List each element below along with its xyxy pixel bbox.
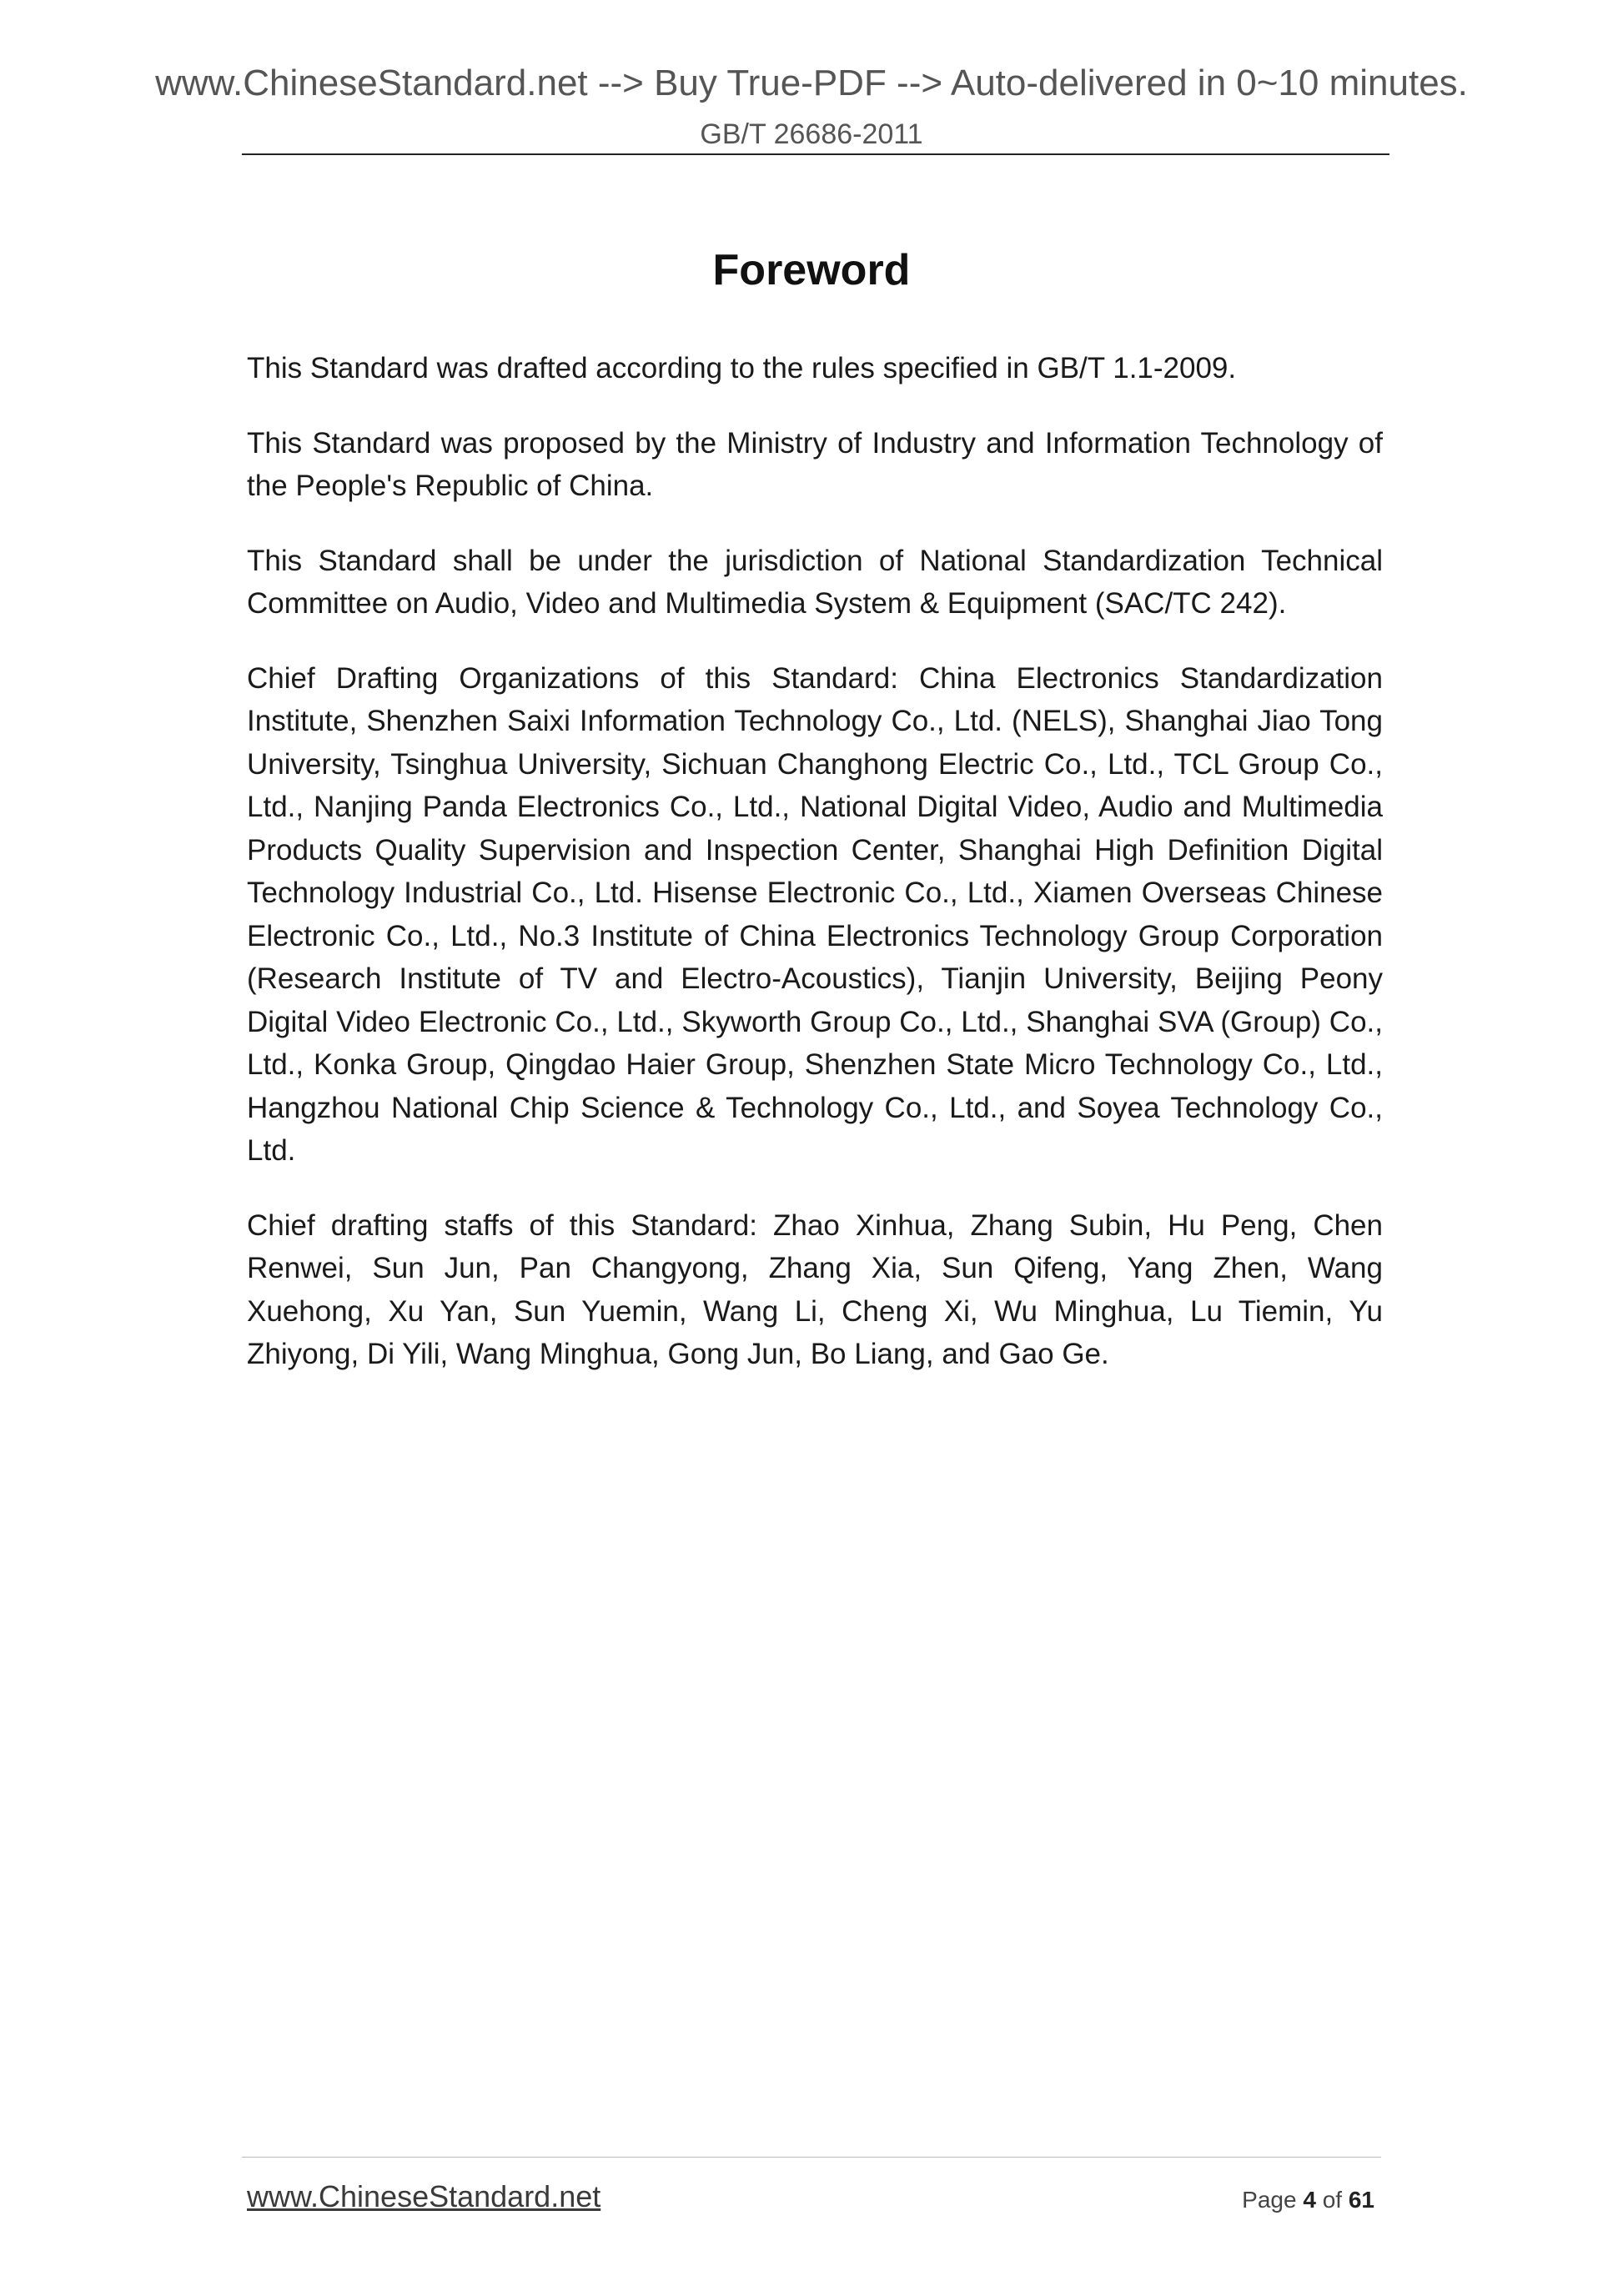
document-code: GB/T 26686-2011 <box>700 118 923 150</box>
page-number <box>1242 2188 1374 2212</box>
header-banner: www.ChineseStandard.net --> Buy True-PDF --> Auto-delivered in 0~10 minutes. <box>155 63 1468 103</box>
header-divider <box>242 153 1389 155</box>
page-of-label: of <box>1322 2187 1343 2213</box>
footer-divider <box>242 2157 1381 2158</box>
paragraph-jurisdiction: This Standard shall be under the jurisdiction of National Standardization Technical Committee on Audio, Video and Multimedia System & Equipment (SAC/TC 242). <box>247 544 1383 620</box>
current-page: 4 <box>1303 2187 1316 2213</box>
paragraph-drafting-rules: This Standard was drafted according to the rules specified in GB/T 1.1-2009. <box>247 352 1237 384</box>
footer-website-link[interactable]: www.ChineseStandard.net <box>247 2179 601 2213</box>
paragraph-drafting-staff: Chief drafting staffs of this Standard: Zhao Xinhua, Zhang Subin, Hu Peng, Chen Renwei, Sun Jun, Pan Changyong, Zhang Xia, Sun Qifeng, Yang Zhen, Wang Xuehong, Xu Yan, Sun Yuemin, Wang Li, Cheng Xi, Wu Minghua, Lu Tiemin, Yu Zhiyong, Di Yili, Wang Minghua, Gong Jun, Bo Liang, and Gao Ge. <box>247 1208 1383 1370</box>
paragraph-proposer: This Standard was proposed by the Ministry of Industry and Information Technology of the People's Republic of China. <box>247 426 1383 502</box>
page-title: Foreword <box>712 246 911 294</box>
foreword-body <box>247 347 1383 1408</box>
page-label: Page <box>1242 2187 1297 2213</box>
total-pages: 61 <box>1348 2187 1374 2213</box>
paragraph-drafting-organizations: Chief Drafting Organizations of this Standard: China Electronics Standardization Institute, Shenzhen Saixi Information Technology Co., Ltd. (NELS), Shanghai Jiao Tong University, Tsinghua University, Sichuan Changhong Electric Co., Ltd., TCL Group Co., Ltd., Nanjing Panda Electronics Co., Ltd., National Digital Video, Audio and Multimedia Products Quality Supervision and Inspection Center, Shanghai High Definition Digital Technology Industrial Co., Ltd. Hisense Electronic Co., Ltd., Xiamen Overseas Chinese Electronic Co., Ltd., No.3 Institute of China Electronics Technology Group Corporation (Research Institute of TV and Electro-Acoustics), Tianjin University, Beijing Peony Digital Video Electronic Co., Ltd., Skyworth Group Co., Ltd., Shanghai SVA (Group) Co., Ltd., Konka Group, Qingdao Haier Group, Shenzhen State Micro Technology Co., Ltd., Hangzhou National Chip Science & Technology Co., Ltd., and Soyea Technology Co., Ltd. <box>247 661 1383 1167</box>
